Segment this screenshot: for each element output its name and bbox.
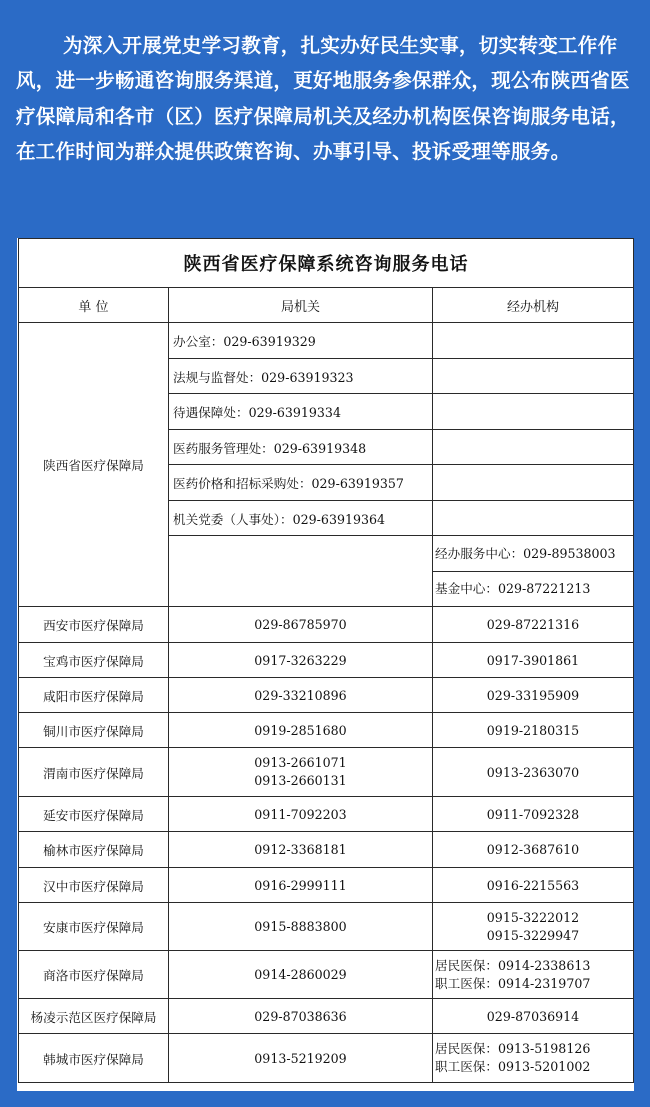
province-bureau-line: 办公室：029-63919329 — [169, 323, 433, 359]
agency-phone-cell — [433, 748, 634, 797]
header-unit: 单 位 — [19, 288, 169, 323]
bureau-phone-cell — [169, 1034, 433, 1083]
phone-line: 居民医保：0914-2338613 — [435, 957, 591, 973]
bureau-phone-cell — [169, 797, 433, 832]
phone-line: 0919-2851680 — [254, 722, 347, 738]
phone-line: 0913-2363070 — [486, 764, 580, 780]
province-agency-empty — [433, 501, 634, 536]
bureau-phone-cell — [169, 868, 433, 903]
province-unit-cell: 陕西省医疗保障局 — [19, 323, 169, 607]
bureau-phone-cell — [169, 643, 433, 678]
phone-line: 0916-2215563 — [486, 877, 580, 893]
agency-phone-cell — [433, 797, 634, 832]
phone-line: 0913-2660131 — [254, 773, 347, 788]
bureau-phone-cell — [169, 832, 433, 868]
unit-cell: 宝鸡市医疗保障局 — [19, 643, 169, 678]
header-agency: 经办机构 — [433, 288, 634, 323]
table-row — [19, 797, 634, 832]
agency-phone-cell — [433, 643, 634, 678]
phone-line: 0915-3229947 — [486, 927, 580, 943]
table-row — [19, 748, 634, 797]
phone-line: 0911-7092203 — [254, 806, 347, 822]
header-bureau: 局机关 — [169, 288, 433, 323]
intro-paragraph: 为深入开展党史学习教育，扎实办好民生实事，切实转变工作作风，进一步畅通咨询服务渠道，更好地服务参保群众，现公布陕西省医疗保障局和各市（区）医疗保障局机关及经办机构医保咨询服务电话，在工作时间为群众提供政策咨询、办事引导、投诉受理等服务。 — [16, 34, 630, 164]
phone-line: 029-86785970 — [254, 617, 347, 632]
province-bureau-empty — [169, 536, 433, 607]
province-agency-empty — [433, 430, 634, 465]
table-row — [19, 713, 634, 748]
phone-line: 0916-2999111 — [254, 877, 347, 893]
agency-phone-cell — [433, 999, 634, 1034]
agency-phone-cell — [433, 903, 634, 951]
table-row — [19, 1034, 634, 1083]
province-bureau-line: 医药服务管理处：029-63919348 — [169, 430, 433, 465]
phone-line: 029-33195909 — [486, 687, 580, 703]
phone-line: 029-87036914 — [486, 1008, 580, 1024]
table-row — [19, 999, 634, 1034]
bureau-phone-cell — [169, 607, 433, 643]
bureau-phone-cell — [169, 713, 433, 748]
agency-phone-cell — [433, 868, 634, 903]
unit-cell: 铜川市医疗保障局 — [19, 713, 169, 748]
phone-line: 0912-3687610 — [486, 842, 580, 857]
unit-cell: 韩城市医疗保障局 — [19, 1034, 169, 1083]
table-row — [19, 868, 634, 903]
phone-directory-sheet — [17, 238, 634, 1091]
agency-phone-cell — [433, 678, 634, 713]
province-agency-line: 经办服务中心：029-89538003 — [433, 536, 634, 572]
phone-line: 0917-3263229 — [254, 652, 347, 668]
table-row — [19, 832, 634, 868]
province-bureau-line: 待遇保障处：029-63919334 — [169, 394, 433, 430]
phone-line: 0919-2180315 — [486, 722, 580, 738]
table-row — [19, 903, 634, 951]
bureau-phone-cell — [169, 999, 433, 1034]
province-agency-empty — [433, 323, 634, 359]
unit-cell: 安康市医疗保障局 — [19, 903, 169, 951]
agency-phone-cell — [433, 1034, 634, 1083]
phone-line: 0913-5219209 — [254, 1050, 347, 1066]
table-row — [19, 643, 634, 678]
bureau-phone-cell — [169, 903, 433, 951]
phone-line: 029-87221316 — [486, 617, 580, 632]
phone-line: 029-87038636 — [254, 1008, 347, 1024]
province-agency-empty — [433, 359, 634, 394]
phone-line: 0915-8883800 — [254, 919, 347, 934]
unit-cell: 商洛市医疗保障局 — [19, 951, 169, 999]
phone-line: 职工医保：0914-2319707 — [435, 975, 591, 991]
agency-phone-cell — [433, 607, 634, 643]
unit-cell: 咸阳市医疗保障局 — [19, 678, 169, 713]
agency-phone-cell — [433, 951, 634, 999]
phone-line: 0917-3901861 — [486, 652, 580, 668]
table-row — [19, 951, 634, 999]
province-bureau-line: 医药价格和招标采购处：029-63919357 — [169, 465, 433, 501]
province-agency-empty — [433, 465, 634, 501]
table-row — [19, 607, 634, 643]
table-row — [19, 678, 634, 713]
phone-line: 居民医保：0913-5198126 — [435, 1041, 591, 1056]
phone-line: 0913-2661071 — [254, 755, 347, 770]
phone-line: 0915-3222012 — [486, 909, 580, 925]
agency-phone-cell — [433, 713, 634, 748]
province-agency-empty — [433, 394, 634, 430]
phone-line: 0911-7092328 — [486, 806, 580, 822]
unit-cell: 汉中市医疗保障局 — [19, 868, 169, 903]
table-title: 陕西省医疗保障系统咨询服务电话 — [19, 239, 634, 288]
unit-cell: 渭南市医疗保障局 — [19, 748, 169, 797]
phone-line: 0914-2860029 — [254, 967, 347, 982]
unit-cell: 延安市医疗保障局 — [19, 797, 169, 832]
unit-cell: 榆林市医疗保障局 — [19, 832, 169, 868]
province-bureau-line: 机关党委（人事处）：029-63919364 — [169, 501, 433, 536]
unit-cell: 杨凌示范区医疗保障局 — [19, 999, 169, 1034]
province-agency-line: 基金中心：029-87221213 — [433, 572, 634, 607]
phone-line: 029-33210896 — [254, 687, 347, 703]
bureau-phone-cell — [169, 951, 433, 999]
agency-phone-cell — [433, 832, 634, 868]
province-bureau-line: 法规与监督处：029-63919323 — [169, 359, 433, 394]
bureau-phone-cell — [169, 748, 433, 797]
phone-line: 0912-3368181 — [254, 842, 347, 857]
bureau-phone-cell — [169, 678, 433, 713]
phone-line: 职工医保：0913-5201002 — [435, 1059, 591, 1074]
unit-cell: 西安市医疗保障局 — [19, 607, 169, 643]
phone-directory-table — [18, 238, 634, 1083]
